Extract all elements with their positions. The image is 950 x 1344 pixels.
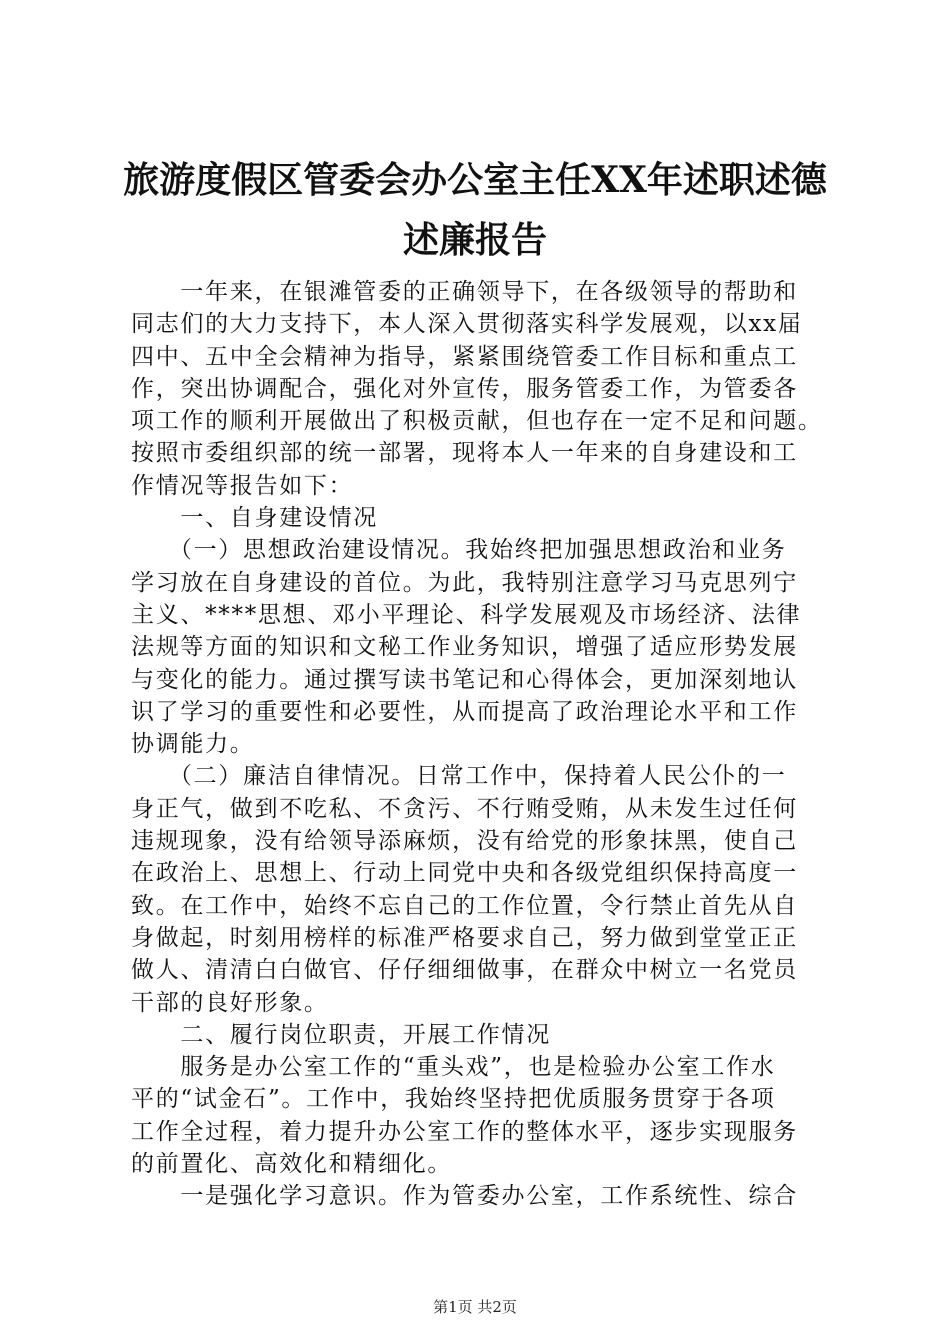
body-text-line: 作，突出协调配合，强化对外宣传，服务管委工作，为管委各 bbox=[131, 375, 798, 402]
body-text-line: 项工作的顺利开展做出了积极贡献，但也存在一定不足和问题。 bbox=[131, 408, 823, 435]
body-text-line: 主义、****思想、邓小平理论、科学发展观及市场经济、法律 bbox=[131, 601, 802, 628]
document-title-line-1: 旅游度假区管委会办公室主任XX年述职述德 bbox=[123, 159, 827, 201]
body-text-line: 致。在工作中，始终不忘自己的工作位置，令行禁止首先从自 bbox=[131, 892, 798, 919]
page-number-footer: 第1页 共2页 bbox=[433, 1298, 517, 1316]
body-text-line: 四中、五中全会精神为指导，紧紧围绕管委工作目标和重点工 bbox=[131, 343, 798, 370]
body-text-line: 协调能力。 bbox=[131, 731, 255, 758]
body-text-line: 识了学习的重要性和必要性，从而提高了政治理论水平和工作 bbox=[131, 698, 798, 725]
body-text-line: 身做起，时刻用榜样的标准严格要求自己，努力做到堂堂正正 bbox=[131, 924, 798, 951]
body-text-line: 平的“试金石”。工作中，我始终坚持把优质服务贯穿于各项 bbox=[131, 1086, 776, 1113]
body-text-line: 工作全过程，着力提升办公室工作的整体水平，逐步实现服务 bbox=[131, 1118, 798, 1145]
body-text-line: 学习放在自身建设的首位。为此，我特别注意学习马克思列宁 bbox=[131, 569, 798, 596]
body-text-line: 做人、清清白白做官、仔仔细细做事，在群众中树立一名党员 bbox=[131, 957, 798, 984]
body-text-line: 同志们的大力支持下，本人深入贯彻落实科学发展观，以xx届 bbox=[131, 311, 803, 338]
body-text-line: 与变化的能力。通过撰写读书笔记和心得体会，更加深刻地认 bbox=[131, 666, 798, 693]
body-text-line: 在政治上、思想上、行动上同党中央和各级党组织保持高度一 bbox=[131, 860, 798, 887]
body-text-line: （二）廉洁自律情况。日常工作中，保持着人民公仆的一 bbox=[131, 763, 787, 790]
body-text-line: 一、自身建设情况 bbox=[131, 505, 378, 532]
body-text-line: 的前置化、高效化和精细化。 bbox=[131, 1151, 453, 1178]
body-text-line: 服务是办公室工作的“重头戏”，也是检验办公室工作水 bbox=[131, 1054, 776, 1081]
body-text-line: 按照市委组织部的统一部署，现将本人一年来的自身建设和工 bbox=[131, 440, 798, 467]
body-text-line: 违规现象，没有给领导添麻烦，没有给党的形象抹黑，使自己 bbox=[131, 828, 798, 855]
document-title-line-2: 述廉报告 bbox=[402, 219, 547, 261]
body-text-line: 二、履行岗位职责，开展工作情况 bbox=[131, 1021, 551, 1048]
document-body bbox=[131, 276, 831, 1213]
body-text-line: 一是强化学习意识。作为管委办公室，工作系统性、综合 bbox=[131, 1183, 798, 1210]
body-text-line: 法规等方面的知识和文秘工作业务知识，增强了适应形势发展 bbox=[131, 634, 798, 661]
body-text-line: 干部的良好形象。 bbox=[131, 989, 329, 1016]
body-text-line: 作情况等报告如下： bbox=[131, 472, 354, 499]
body-text-line: 身正气，做到不吃私、不贪污、不行贿受贿，从未发生过任何 bbox=[131, 795, 798, 822]
body-text-line: （一）思想政治建设情况。我始终把加强思想政治和业务 bbox=[131, 537, 787, 564]
body-text-line: 一年来，在银滩管委的正确领导下，在各级领导的帮助和 bbox=[131, 279, 798, 305]
